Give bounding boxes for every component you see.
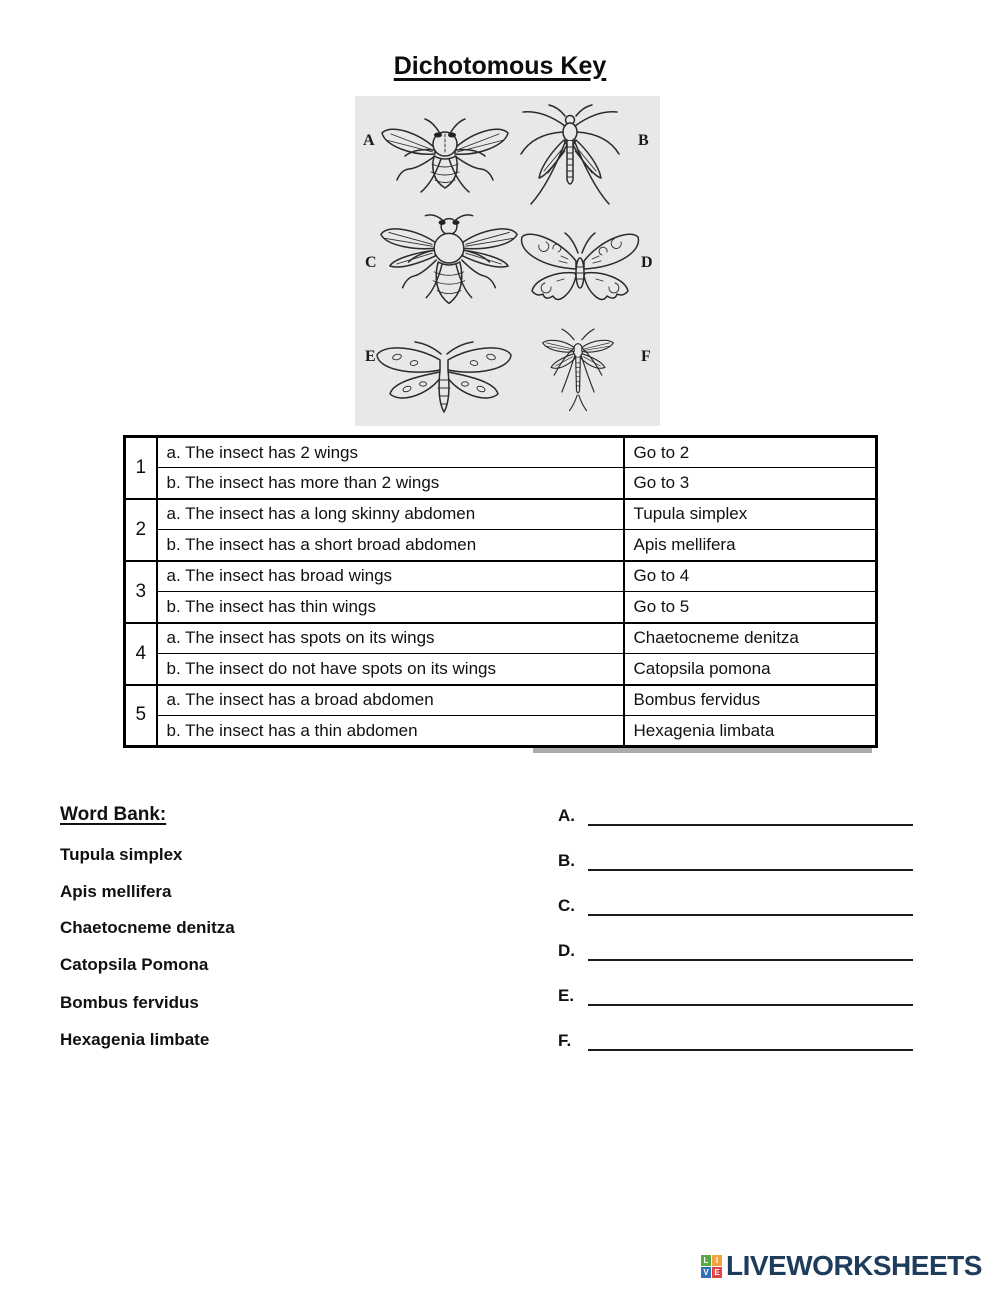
table-row bbox=[125, 468, 877, 499]
answer-label-c: C. bbox=[558, 896, 575, 915]
key-step-number-5: 5 bbox=[125, 685, 157, 747]
answer-blank-c[interactable] bbox=[588, 893, 913, 916]
key-option-5b-result: Hexagenia limbata bbox=[624, 716, 877, 747]
liveworksheets-icon bbox=[701, 1255, 722, 1278]
answer-label-e: E. bbox=[558, 986, 575, 1005]
dichotomous-key-table bbox=[123, 435, 878, 748]
answer-blank-e[interactable] bbox=[588, 983, 913, 1006]
key-option-5a-result: Bombus fervidus bbox=[624, 685, 877, 716]
key-option-1a-result: Go to 2 bbox=[624, 437, 877, 468]
key-option-2a-text: a. The insect has a long skinny abdomen bbox=[157, 499, 624, 530]
figure-label-e: E bbox=[365, 348, 376, 365]
key-option-3b-text: b. The insect has thin wings bbox=[157, 592, 624, 623]
table-row bbox=[125, 530, 877, 561]
word-bank-item: Tupula simplex bbox=[60, 845, 183, 864]
insect-d-butterfly-illustration bbox=[515, 221, 645, 316]
insect-c-bee-illustration bbox=[375, 208, 523, 320]
answer-blank-a[interactable] bbox=[588, 803, 913, 826]
table-row bbox=[125, 592, 877, 623]
word-bank-item: Bombus fervidus bbox=[60, 993, 199, 1012]
key-option-3a-result: Go to 4 bbox=[624, 561, 877, 592]
answer-label-b: B. bbox=[558, 851, 575, 870]
insect-b-crane-fly-illustration bbox=[513, 100, 628, 240]
table-row bbox=[125, 623, 877, 654]
answer-row-c bbox=[558, 893, 913, 916]
answer-section bbox=[558, 803, 918, 1063]
table-row bbox=[125, 499, 877, 530]
table-row bbox=[125, 685, 877, 716]
answer-row-d bbox=[558, 938, 913, 961]
page-title: Dichotomous Key bbox=[393, 52, 607, 80]
answer-label-d: D. bbox=[558, 941, 575, 960]
key-option-3a-text: a. The insect has broad wings bbox=[157, 561, 624, 592]
answer-row-f bbox=[558, 1028, 913, 1051]
key-option-4a-text: a. The insect has spots on its wings bbox=[157, 623, 624, 654]
answer-row-b bbox=[558, 848, 913, 871]
figure-label-a: A bbox=[363, 132, 375, 149]
answer-blank-d[interactable] bbox=[588, 938, 913, 961]
answer-label-f: F. bbox=[558, 1031, 572, 1050]
key-step-number-2: 2 bbox=[125, 499, 157, 561]
key-option-4b-result: Catopsila pomona bbox=[624, 654, 877, 685]
answer-blank-b[interactable] bbox=[588, 848, 913, 871]
figure-label-b: B bbox=[638, 132, 649, 149]
table-row bbox=[125, 561, 877, 592]
key-option-5a-text: a. The insect has a broad abdomen bbox=[157, 685, 624, 716]
table-row bbox=[125, 716, 877, 747]
figure-label-c: C bbox=[365, 254, 377, 271]
figure-label-f: F bbox=[641, 348, 651, 365]
insect-figure-panel bbox=[355, 96, 660, 426]
word-bank-item: Apis mellifera bbox=[60, 882, 172, 901]
key-option-2a-result: Tupula simplex bbox=[624, 499, 877, 530]
word-bank bbox=[60, 804, 390, 1074]
logo-square-v: V bbox=[701, 1267, 711, 1278]
word-bank-item: Chaetocneme denitza bbox=[60, 918, 235, 937]
key-option-3b-result: Go to 5 bbox=[624, 592, 877, 623]
word-bank-heading: Word Bank: bbox=[60, 804, 167, 825]
key-step-number-4: 4 bbox=[125, 623, 157, 685]
answer-row-a bbox=[558, 803, 913, 826]
key-option-2b-result: Apis mellifera bbox=[624, 530, 877, 561]
logo-square-i: I bbox=[712, 1255, 722, 1266]
word-bank-item: Hexagenia limbate bbox=[60, 1030, 210, 1049]
logo-square-l: L bbox=[701, 1255, 711, 1266]
figure-label-d: D bbox=[641, 254, 653, 271]
table-row bbox=[125, 437, 877, 468]
table-shadow bbox=[533, 748, 872, 753]
key-option-2b-text: b. The insect has a short broad abdomen bbox=[157, 530, 624, 561]
insect-e-moth-illustration bbox=[369, 324, 519, 419]
table-row bbox=[125, 654, 877, 685]
key-option-5b-text: b. The insect has a thin abdomen bbox=[157, 716, 624, 747]
key-step-number-3: 3 bbox=[125, 561, 157, 623]
answer-row-e bbox=[558, 983, 913, 1006]
key-option-1b-text: b. The insect has more than 2 wings bbox=[157, 468, 624, 499]
insect-a-fly-illustration bbox=[375, 106, 515, 211]
word-bank-item: Catopsila Pomona bbox=[60, 955, 209, 974]
logo-square-e: E bbox=[712, 1267, 722, 1278]
answer-blank-f[interactable] bbox=[588, 1028, 913, 1051]
key-option-4b-text: b. The insect do not have spots on its wings bbox=[157, 654, 624, 685]
key-option-1b-result: Go to 3 bbox=[624, 468, 877, 499]
liveworksheets-logo bbox=[701, 1250, 982, 1282]
liveworksheets-wordmark: LIVEWORKSHEETS bbox=[726, 1250, 982, 1281]
key-step-number-1: 1 bbox=[125, 437, 157, 499]
key-option-4a-result: Chaetocneme denitza bbox=[624, 623, 877, 654]
key-option-1a-text: a. The insect has 2 wings bbox=[157, 437, 624, 468]
answer-label-a: A. bbox=[558, 806, 575, 825]
insect-f-mayfly-illustration bbox=[523, 326, 633, 422]
